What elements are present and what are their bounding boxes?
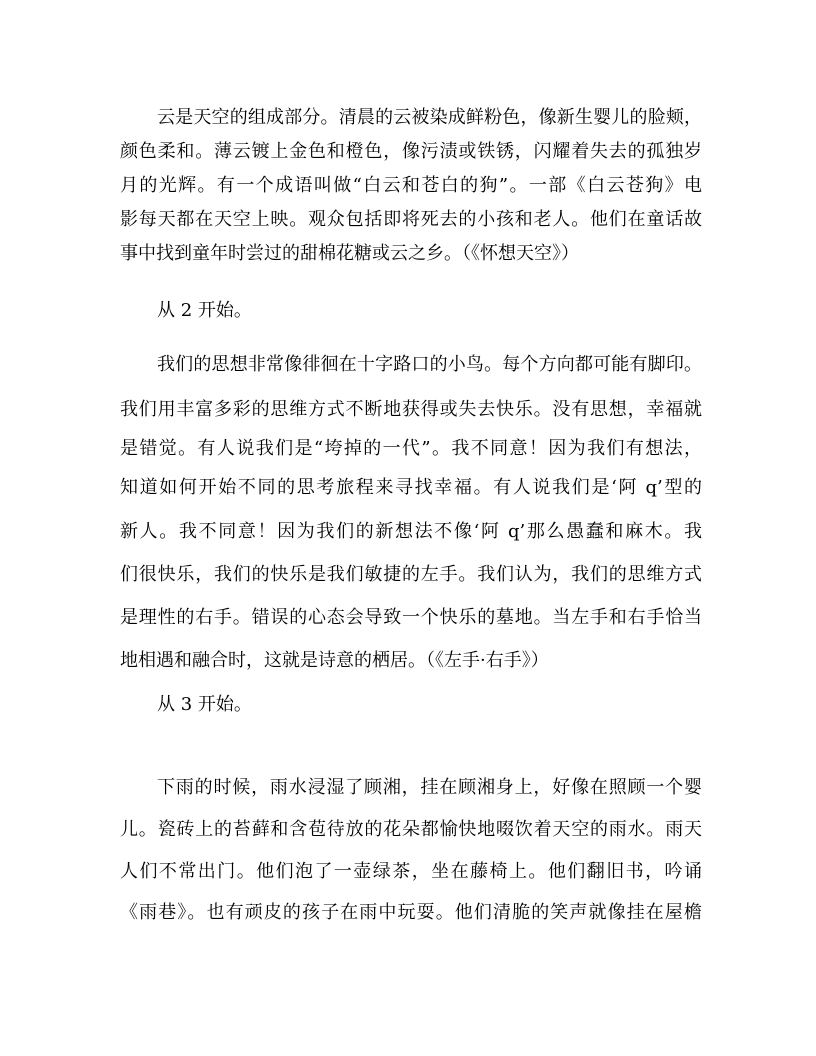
paragraph-3-line-6: 们很快乐，我们的快乐是我们敏捷的左手。我们认为，我们的思维方式 [120, 564, 702, 585]
paragraph-1-line-3: 月的光辉。有一个成语叫做“白云和苍白的狗”。一部《白云苍狗》电 [120, 175, 702, 196]
paragraph-3-line-1: 我们的思想非常像徘徊在十字路口的小鸟。每个方向都可能有脚印。 [157, 354, 702, 375]
paragraph-3-line-8: 地相遇和融合时，这就是诗意的栖居。（《左手·右手》） [120, 650, 549, 671]
paragraph-5-line-3: 人们不常出门。他们泡了一壶绿茶，坐在藤椅上。他们翻旧书，吟诵 [120, 861, 702, 882]
paragraph-3-line-3: 是错觉。有人说我们是“垮掉的一代”。我不同意！因为我们有想法， [120, 438, 702, 459]
paragraph-5-line-1: 下雨的时候，雨水浸湿了顾湘，挂在顾湘身上，好像在照顾一个婴 [157, 777, 702, 798]
paragraph-3-line-2: 我们用丰富多彩的思维方式不断地获得或失去快乐。没有思想，幸福就 [120, 399, 702, 420]
paragraph-1-line-4: 影每天都在天空上映。观众包括即将死去的小孩和老人。他们在童话故 [120, 209, 702, 230]
paragraph-3-line-7: 是理性的右手。错误的心态会导致一个快乐的墓地。当左手和右手恰当 [120, 607, 702, 628]
paragraph-4-line-1: 从 3 开始。 [157, 694, 252, 715]
paragraph-5-line-4: 《雨巷》。也有顽皮的孩子在雨中玩耍。他们清脆的笑声就像挂在屋檐 [120, 902, 702, 923]
paragraph-2-line-1: 从 2 开始。 [157, 300, 252, 321]
paragraph-5-line-2: 儿。瓷砖上的苔藓和含苞待放的花朵都愉快地啜饮着天空的雨水。雨天 [120, 819, 702, 840]
paragraph-3-line-5: 新人。我不同意！因为我们的新想法不像‘阿 q’那么愚蠢和麻木。我 [120, 521, 702, 542]
paragraph-1-line-1: 云是天空的组成部分。清晨的云被染成鲜粉色，像新生婴儿的脸颊， [157, 107, 702, 128]
paragraph-1-line-2: 颜色柔和。薄云镀上金色和橙色，像污渍或铁锈，闪耀着失去的孤独岁 [120, 141, 702, 162]
paragraph-1-line-5: 事中找到童年时尝过的甜棉花糖或云之乡。（《怀想天空》） [120, 243, 579, 264]
paragraph-3-line-4: 知道如何开始不同的思考旅程来寻找幸福。有人说我们是‘阿 q’型的 [120, 477, 702, 498]
